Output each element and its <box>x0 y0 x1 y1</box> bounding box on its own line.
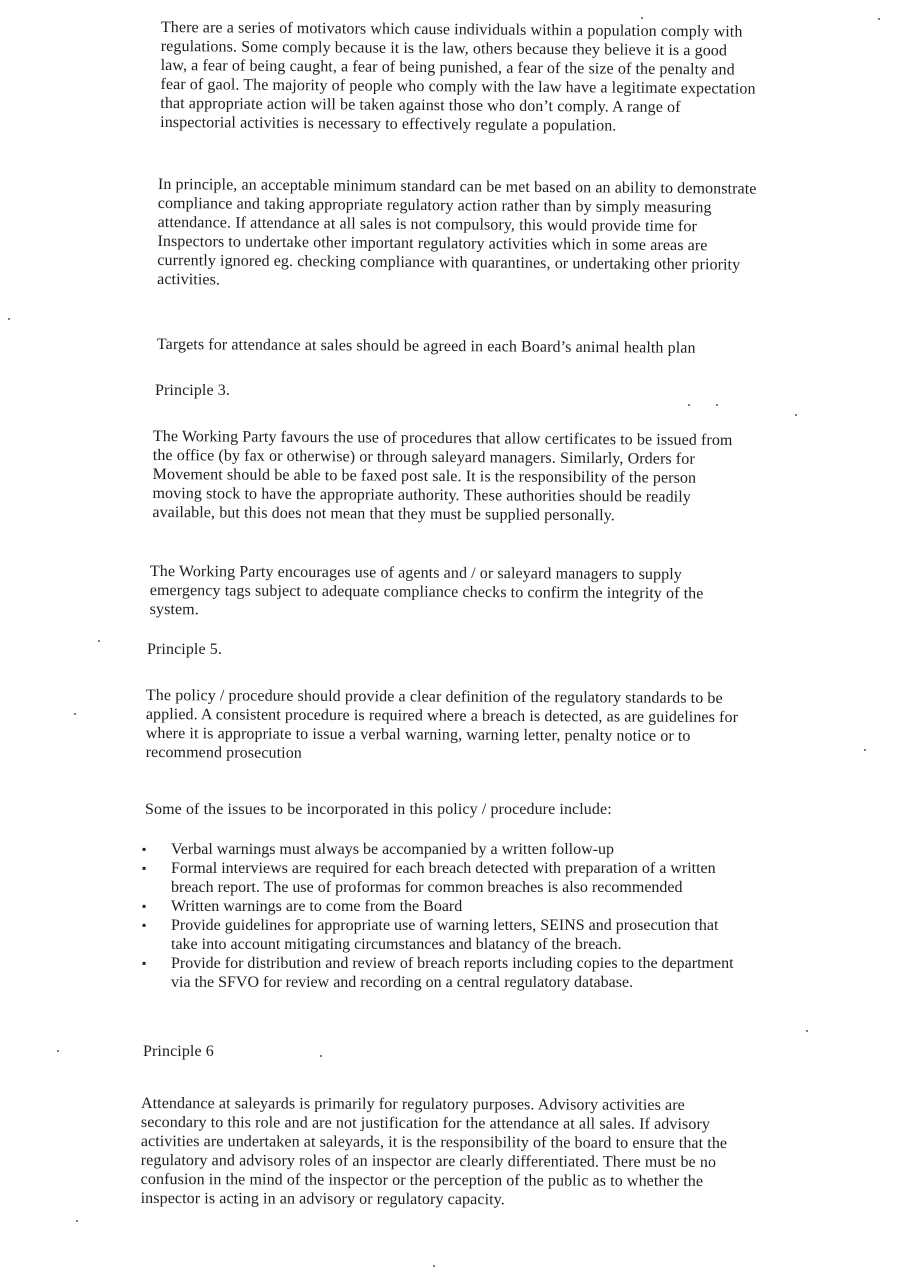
text-line: Principle 3. <box>155 382 230 399</box>
text-line: available, but this does not mean that they must be supplied personally. <box>152 503 615 525</box>
text-line: inspector is acting in an advisory or regulatory capacity. <box>140 1189 505 1209</box>
text-line: secondary to this role and are not justification for the attendance at all sales. If advisory <box>140 1113 711 1133</box>
text-line: take into account mitigating circumstances and blatancy of the breach. <box>171 936 622 953</box>
text-line: The Working Party favours the use of procedures that allow certificates to be issued from <box>152 427 733 450</box>
text-line: applied. A consistent procedure is required where a breach is detected, as are guidelines for <box>145 705 739 727</box>
paragraph-targets <box>157 335 696 358</box>
text-line: recommend prosecution <box>145 743 302 762</box>
scan-speck <box>8 318 10 320</box>
scan-speck <box>795 414 797 416</box>
paragraph-emergency-tags <box>150 562 704 622</box>
bullet-icon: ▪ <box>142 861 147 875</box>
scan-speck <box>878 18 880 20</box>
text-line: The policy / procedure should provide a clear definition of the regulatory standards to be <box>145 687 723 708</box>
text-line: emergency tags subject to adequate compliance checks to confirm the integrity of the <box>149 581 704 603</box>
text-line: Targets for attendance at sales should be agreed in each Board’s animal health plan <box>156 335 696 357</box>
text-line: attendance. If attendance at all sales is not compulsory, this would provide time for <box>157 213 697 236</box>
text-line: Inspectors to undertake other important regulatory activities which in some areas are <box>157 232 708 255</box>
paragraph-saleyards <box>141 1094 728 1210</box>
text-line: regulations. Some comply because it is the law, others because they believe it is a good <box>160 37 728 60</box>
bullet-icon: ▪ <box>142 918 147 932</box>
paragraph-certificates <box>152 427 732 526</box>
text-line: Movement should be able to be faxed post sale. It is the responsibility of the person <box>152 465 697 487</box>
paragraph-issues <box>145 800 612 819</box>
text-line: inspectorial activities is necessary to effectively regulate a population. <box>160 113 617 135</box>
text-line: Verbal warnings must always be accompanied by a written follow-up <box>171 841 614 858</box>
text-line: Provide guidelines for appropriate use of warning letters, SEINS and prosecution that <box>171 917 719 934</box>
text-line: confusion in the mind of the inspector or the perception of the public as to whether the <box>140 1170 704 1190</box>
scan-speck <box>98 640 100 642</box>
scan-speck <box>688 404 690 406</box>
paragraph-minimum-standard <box>157 175 756 294</box>
text-line: Principle 5. <box>147 641 222 658</box>
scan-speck <box>74 713 76 715</box>
text-line: currently ignored eg. checking compliance with quarantines, or undertaking other priority <box>157 251 741 274</box>
scan-speck <box>57 1050 59 1052</box>
text-line: where it is appropriate to issue a verbal warning, warning letter, penalty notice or to <box>145 724 691 745</box>
text-line: Principle 6 <box>143 1043 214 1060</box>
heading-principle-3 <box>155 381 230 400</box>
text-line: compliance and taking appropriate regulatory action rather than by simply measuring <box>157 194 712 217</box>
scan-speck <box>806 1030 808 1032</box>
text-line: breach report. The use of proformas for common breaches is also recommended <box>171 879 683 896</box>
text-line: In principle, an acceptable minimum standard can be met based on an ability to demonstrate <box>157 175 757 198</box>
scan-speck <box>716 404 718 406</box>
list-item <box>141 840 861 859</box>
paragraph-motivators <box>160 18 756 137</box>
bullet-icon: ▪ <box>142 899 147 913</box>
text-line: activities are undertaken at saleyards, it is the responsibility of the board to ensure that the <box>140 1132 728 1153</box>
bullet-icon: ▪ <box>142 842 147 856</box>
text-line: Written warnings are to come from the Board <box>171 898 463 915</box>
text-line: that appropriate action will be taken against those who don’t comply. A range of <box>160 94 681 117</box>
text-line: The Working Party encourages use of agents and / or saleyard managers to supply <box>149 563 682 584</box>
text-line: regulatory and advisory roles of an inspector are clearly differentiated. There must be no <box>140 1151 717 1172</box>
list-item <box>141 916 861 954</box>
text-line: via the SFVO for review and recording on a central regulatory database. <box>171 974 634 991</box>
text-line: Provide for distribution and review of breach reports including copies to the department <box>171 955 734 972</box>
scan-speck <box>641 17 643 19</box>
text-line: law, a fear of being caught, a fear of being punished, a fear of the size of the penalty and <box>160 56 735 79</box>
text-line: fear of gaol. The majority of people who comply with the law have a legitimate expectation <box>160 75 756 98</box>
text-line: Formal interviews are required for each breach detected with preparation of a written <box>171 860 716 877</box>
text-line: the office (by fax or otherwise) or through saleyard managers. Similarly, Orders for <box>152 446 695 468</box>
scan-speck <box>864 749 866 751</box>
scan-speck <box>433 1265 435 1267</box>
text-line: Some of the issues to be incorporated in this policy / procedure include: <box>145 801 612 818</box>
text-line: Attendance at saleyards is primarily for regulatory purposes. Advisory activities are <box>140 1095 685 1114</box>
text-line: There are a series of motivators which cause individuals within a population comply with <box>160 18 743 41</box>
scan-speck <box>76 1220 78 1222</box>
bullet-icon: ▪ <box>142 956 147 970</box>
text-line: system. <box>149 600 199 619</box>
list-item <box>141 897 861 916</box>
list-item <box>141 859 861 897</box>
scan-speck <box>320 1055 322 1057</box>
heading-principle-6 <box>143 1042 214 1061</box>
text-line: activities. <box>157 270 221 289</box>
paragraph-policy <box>146 686 739 765</box>
bullet-list-issues <box>141 840 861 992</box>
text-line: moving stock to have the appropriate authority. These authorities should be readily <box>152 484 691 506</box>
list-item <box>141 954 861 992</box>
heading-principle-5 <box>147 640 222 659</box>
